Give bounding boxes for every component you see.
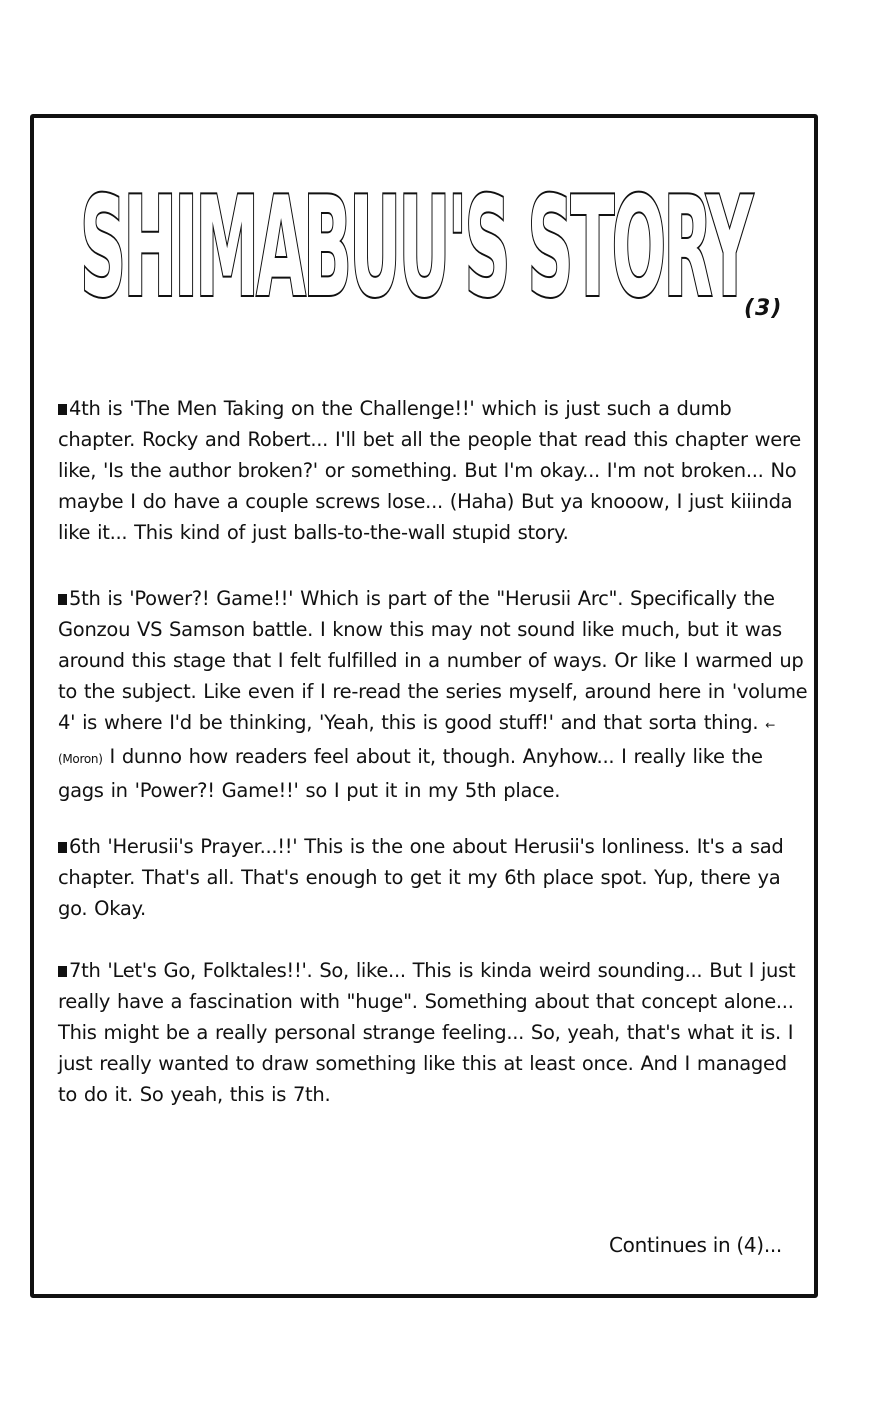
title-text: SHIMABUU'S STORY (80, 167, 754, 320)
bullet-icon (58, 966, 67, 977)
paragraph-text: 5th is 'Power?! Game!!' Which is part of the "Herusii Arc". Specifically the Gonzou VS Samson battle. I know this may not sound like much, but it was around this stage that I felt fulfilled in a number of ways. Or like I warmed up to the subject. Like even if I re-read the series myself, around here in 'volume 4' is where I'd be thinking, 'Yeah, this is good stuff!' and that sorta thing. (58, 587, 808, 734)
paragraph-text: I dunno how readers feel about it, though. Anyhow... I really like the gags in 'Power?! Game!!' so I put it in my 5th place. (58, 745, 763, 802)
bullet-icon (58, 842, 67, 853)
paragraph-text: 6th 'Herusii's Prayer...!!' This is the one about Herusii's lonliness. It's a sad chapter. That's all. That's enough to get it my 6th place spot. Yup, there ya go. Okay. (58, 835, 784, 920)
paragraph-4th (58, 393, 808, 548)
title-block (80, 150, 760, 320)
title-part-number: (3) (744, 296, 783, 321)
paragraph-text: 4th is 'The Men Taking on the Challenge!!' which is just such a dumb chapter. Rocky and Robert... I'll bet all the people that read this chapter were like, 'Is the author broken?' or something. But I'm okay... I'm not broken... No maybe I do have a couple screws lose... (Haha) But ya knooow, I just kiiinda like it... This kind of just balls-to-the-wall stupid story. (58, 397, 801, 544)
paragraph-6th (58, 831, 808, 924)
paragraph-7th (58, 955, 808, 1110)
title-lettering (80, 150, 760, 320)
paragraph-5th (58, 583, 808, 806)
author-note: ← (Moron) (58, 718, 775, 766)
paragraph-text: 7th 'Let's Go, Folktales!!'. So, like... This is kinda weird sounding... But I just really have a fascination with "huge". Something about that concept alone... This might be a really personal strange feeling... So, yeah, that's what it is. I just really wanted to draw something like this at least once. And I managed to do it. So yeah, this is 7th. (58, 959, 796, 1106)
bullet-icon (58, 594, 67, 605)
bullet-icon (58, 404, 67, 415)
continues-note: Continues in (4)... (608, 1233, 782, 1257)
